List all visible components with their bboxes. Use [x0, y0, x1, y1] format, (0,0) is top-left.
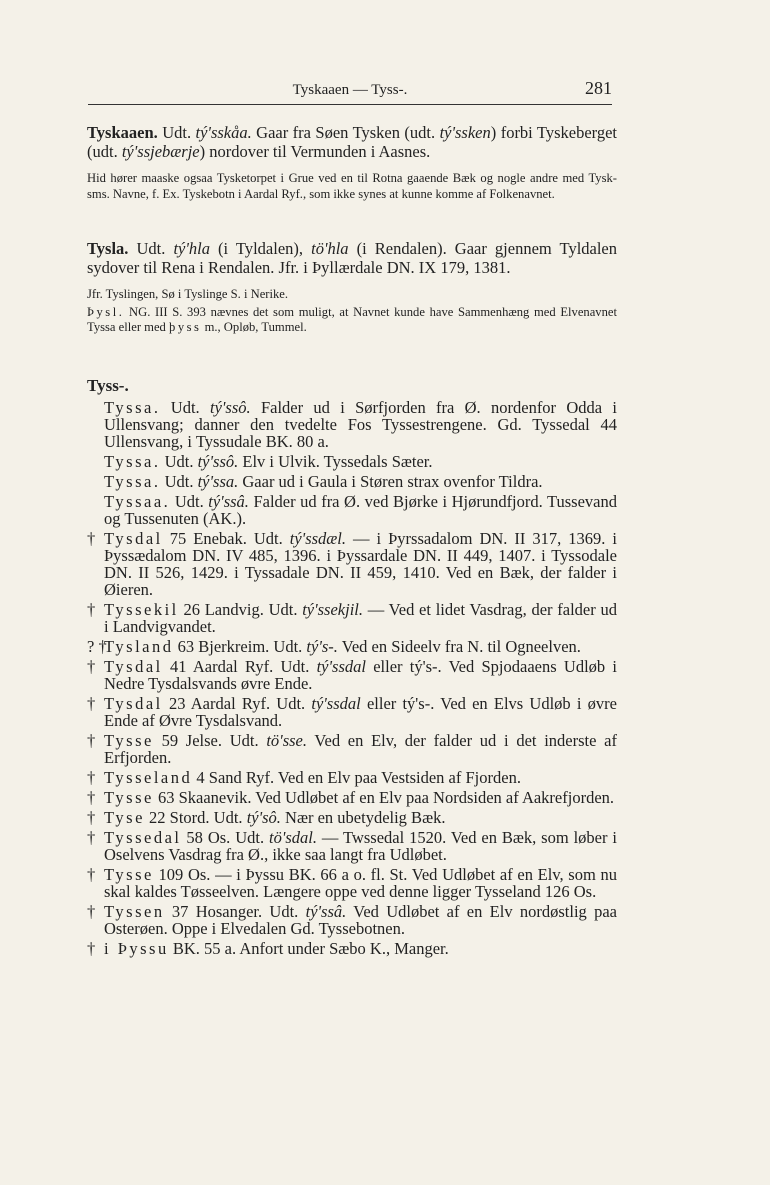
pronunciation: tý'ssâ. — [305, 901, 347, 921]
pronunciation: tý'ssô. — [197, 451, 239, 471]
entry-text: Nær en ubetydelig Bæk. — [280, 807, 446, 827]
entry-text: 75 Enebak. Udt. — [162, 528, 290, 548]
main-text — [87, 124, 617, 957]
pronunciation: tý'ssa. — [197, 471, 239, 491]
entry-mark: † — [87, 901, 96, 921]
entry-tyskaaen: Tyskaaen. Udt. tý'sskåa. Gaar fra Søen Tysken (udt. tý'ssken) forbi Tyskeberget (udt. tý'ssjebærje) nordover til Vermunden i Aasnes. — [87, 123, 618, 161]
pronunciation: tý'ssdal — [311, 693, 361, 713]
entry-text: eller tý's-. Ved en Elvs Udløb i øvre Ende af Øvre Tysdalsvand. — [104, 693, 617, 730]
pronunciation: tý's-. — [306, 636, 338, 656]
place-name: Tyssa. — [104, 451, 161, 471]
entry-text: Udt. — [170, 491, 209, 511]
place-name: Tyssedal — [104, 827, 182, 847]
entry-text: 23 Aardal Ryf. Udt. — [162, 693, 312, 713]
entry-mark: † — [87, 656, 96, 676]
entry-mark: † — [87, 599, 96, 619]
entry-text: Ved en Sideelv fra N. til Ogneelven. — [337, 636, 581, 656]
entry-text: 58 Os. Udt. — [181, 827, 269, 847]
place-name: Tyse — [104, 807, 145, 827]
entry-mark: † — [87, 938, 96, 958]
place-name: Tyssaa. — [104, 491, 171, 511]
entry-text: Falder ud fra Ø. ved Bjørke i Hjørundfjord. Tussevand og Tussenuten (AK.). — [104, 491, 617, 528]
list-item — [87, 399, 617, 450]
place-name: Tysdal — [104, 656, 163, 676]
entry-text: — i Þyrssadalom DN. II 317, 1369. i Þyssædalom DN. IV 485, 1396. i Þyssardale DN. II 449, 1407. i Tyssodale DN. II 526, 1429. i Tyssadale DN. II 459, 1410. Ved en Bæk, der falder i Øieren. — [104, 528, 617, 599]
running-head-title: Tyskaaen — Tyss-. — [292, 82, 408, 98]
list-item — [87, 530, 617, 598]
entry-text: 109 Os. — i Þyssu BK. 66 a o. fl. St. Ved Udløbet af en Elv, som nu skal kaldes Tøsseelven. Længere oppe ved denne ligger Tysseland 126 Os. — [104, 864, 617, 901]
entry-mark: † — [87, 864, 96, 884]
note-tysla-2: Þysl. NG. III S. 393 nævnes det som muligt, at Navnet kunde have Sammenhæng med Elvenavnet Tyssa eller med þyss m., Opløb, Tummel. — [87, 304, 617, 335]
entry-text: — Twssedal 1520. Ved en Bæk, som løber i Oselvens Vasdrag fra Ø., ikke saa langt fra Udløbet. — [104, 827, 617, 864]
list-item — [87, 473, 617, 490]
place-name: Tysland — [104, 636, 174, 656]
pronunciation: tö'sdal. — [269, 827, 317, 847]
place-name: Tysdal — [104, 693, 163, 713]
entry-text: Udt. — [160, 471, 198, 491]
list-item — [87, 732, 617, 766]
entry-mark: † — [87, 528, 96, 548]
running-head — [88, 78, 612, 105]
entry-mark: † — [87, 787, 96, 807]
entry-text: Udt. — [160, 451, 198, 471]
note-tyskaaen: Hid hører maaske ogsaa Tysketorpet i Grue ved en til Rotna gaaende Bæk og nogle andre med Tysk- sms. Navne, f. Ex. Tyskebotn i Aardal Ryf., som ikke synes at kunne komme af Folkenavnet. — [87, 171, 617, 201]
entry-text: Elv i Ulvik. Tyssedals Sæter. — [238, 451, 433, 471]
place-name: Tyssa. — [104, 397, 161, 417]
entry-text: 26 Landvig. Udt. — [178, 599, 303, 619]
section-heading-tyss: Tyss-. — [87, 375, 129, 395]
list-item — [87, 769, 617, 786]
note-tysla-1: Jfr. Tyslingen, Sø i Tyslinge S. i Nerike. — [87, 287, 289, 302]
entry-text: Ved en Elv, der falder ud i det inderste af Erfjorden. — [104, 730, 617, 767]
entry-text: 63 Skaanevik. Ved Udløbet af en Elv paa Nordsiden af Aakrefjorden. — [153, 787, 615, 807]
list-item — [87, 658, 617, 692]
entry-list — [87, 399, 617, 957]
pronunciation: tý'ssdal — [316, 656, 366, 676]
pronunciation: tý'ssekjil. — [302, 599, 363, 619]
place-name: Tysdal — [104, 528, 163, 548]
pronunciation: tý'ssken — [439, 123, 491, 142]
entry-mark: † — [87, 693, 96, 713]
entry-text: Falder ud i Sørfjorden fra Ø. nordenfor Odda i Ullensvang; danner den tvedelte Fos Tyssestrengene. Gd. Tyssedal 44 Ullensvang, i Tyssudale BK. 80 a. — [104, 397, 618, 451]
pronunciation: tý'sskåa. — [195, 123, 252, 142]
list-item — [87, 695, 617, 729]
list-item — [87, 453, 617, 470]
pronunciation: tö'sse. — [266, 730, 307, 750]
page-number: 281 — [585, 78, 612, 98]
place-name: Tyssen — [104, 901, 165, 921]
place-name: Tysse — [104, 864, 154, 884]
list-item — [87, 638, 617, 655]
entry-text: 37 Hosanger. Udt. — [164, 901, 306, 921]
entry-mark: ? † — [87, 636, 107, 656]
entry-mark: † — [87, 827, 96, 847]
entry-text: — Ved et lidet Vasdrag, der falder ud i Landvigvandet. — [104, 599, 617, 636]
list-item — [87, 866, 617, 900]
entry-text: 4 Sand Ryf. Ved en Elv paa Vestsiden af Fjorden. — [192, 767, 521, 787]
pronunciation: tý'sô. — [246, 807, 281, 827]
list-item — [87, 940, 617, 957]
entry-text: 22 Stord. Udt. — [144, 807, 247, 827]
entry-mark: † — [87, 730, 96, 750]
entry-text: 59 Jelse. Udt. — [153, 730, 267, 750]
list-item — [87, 829, 617, 863]
entry-text: Gaar ud i Gaula i Støren strax ovenfor Tildra. — [238, 471, 543, 491]
entry-text: Ved Udløbet af en Elv nordøstlig paa Osterøen. Oppe i Elvedalen Gd. Tyssebotnen. — [104, 901, 617, 938]
list-item — [87, 903, 617, 937]
pronunciation: tý'ssâ. — [208, 491, 249, 511]
list-item — [87, 789, 617, 806]
entry-text: 63 Bjerkreim. Udt. — [173, 636, 307, 656]
entry-tysla: Tysla. Udt. tý'hla (i Tyldalen), tö'hla (i Rendalen). Gaar gjennem Tyldalen sydover til Rena i Rendalen. Jfr. i Þyllærdale DN. IX 179, 1381. — [87, 239, 618, 277]
headword: Tysla. — [87, 239, 129, 259]
pronunciation: tý'ssjebærje — [121, 141, 200, 161]
place-name: Tyssekil — [104, 599, 179, 619]
entry-text: Udt. — [160, 397, 210, 417]
entry-mark: † — [87, 767, 96, 787]
entry-mark: † — [87, 807, 96, 827]
list-item — [87, 493, 617, 527]
pronunciation: tý'ssdæl. — [289, 528, 347, 548]
list-item — [87, 809, 617, 826]
pronunciation: tý'ssô. — [209, 397, 251, 417]
place-name: i Þyssu — [104, 938, 169, 958]
place-name: Tysseland — [104, 767, 193, 787]
entry-text: eller tý's-. Ved Spjodaaens Udløb i Nedre Tysdalsvands øvre Ende. — [104, 656, 617, 693]
place-name: Tysse — [104, 730, 154, 750]
pronunciation: tý'hla — [173, 239, 210, 259]
entry-text: BK. 55 a. Anfort under Sæbo K., Manger. — [168, 938, 449, 958]
headword: Tyskaaen. — [87, 123, 158, 142]
entry-text: 41 Aardal Ryf. Udt. — [162, 656, 317, 676]
pronunciation: tö'hla — [311, 239, 349, 259]
list-item — [87, 601, 617, 635]
place-name: Tysse — [104, 787, 154, 807]
place-name: Tyssa. — [104, 471, 161, 491]
